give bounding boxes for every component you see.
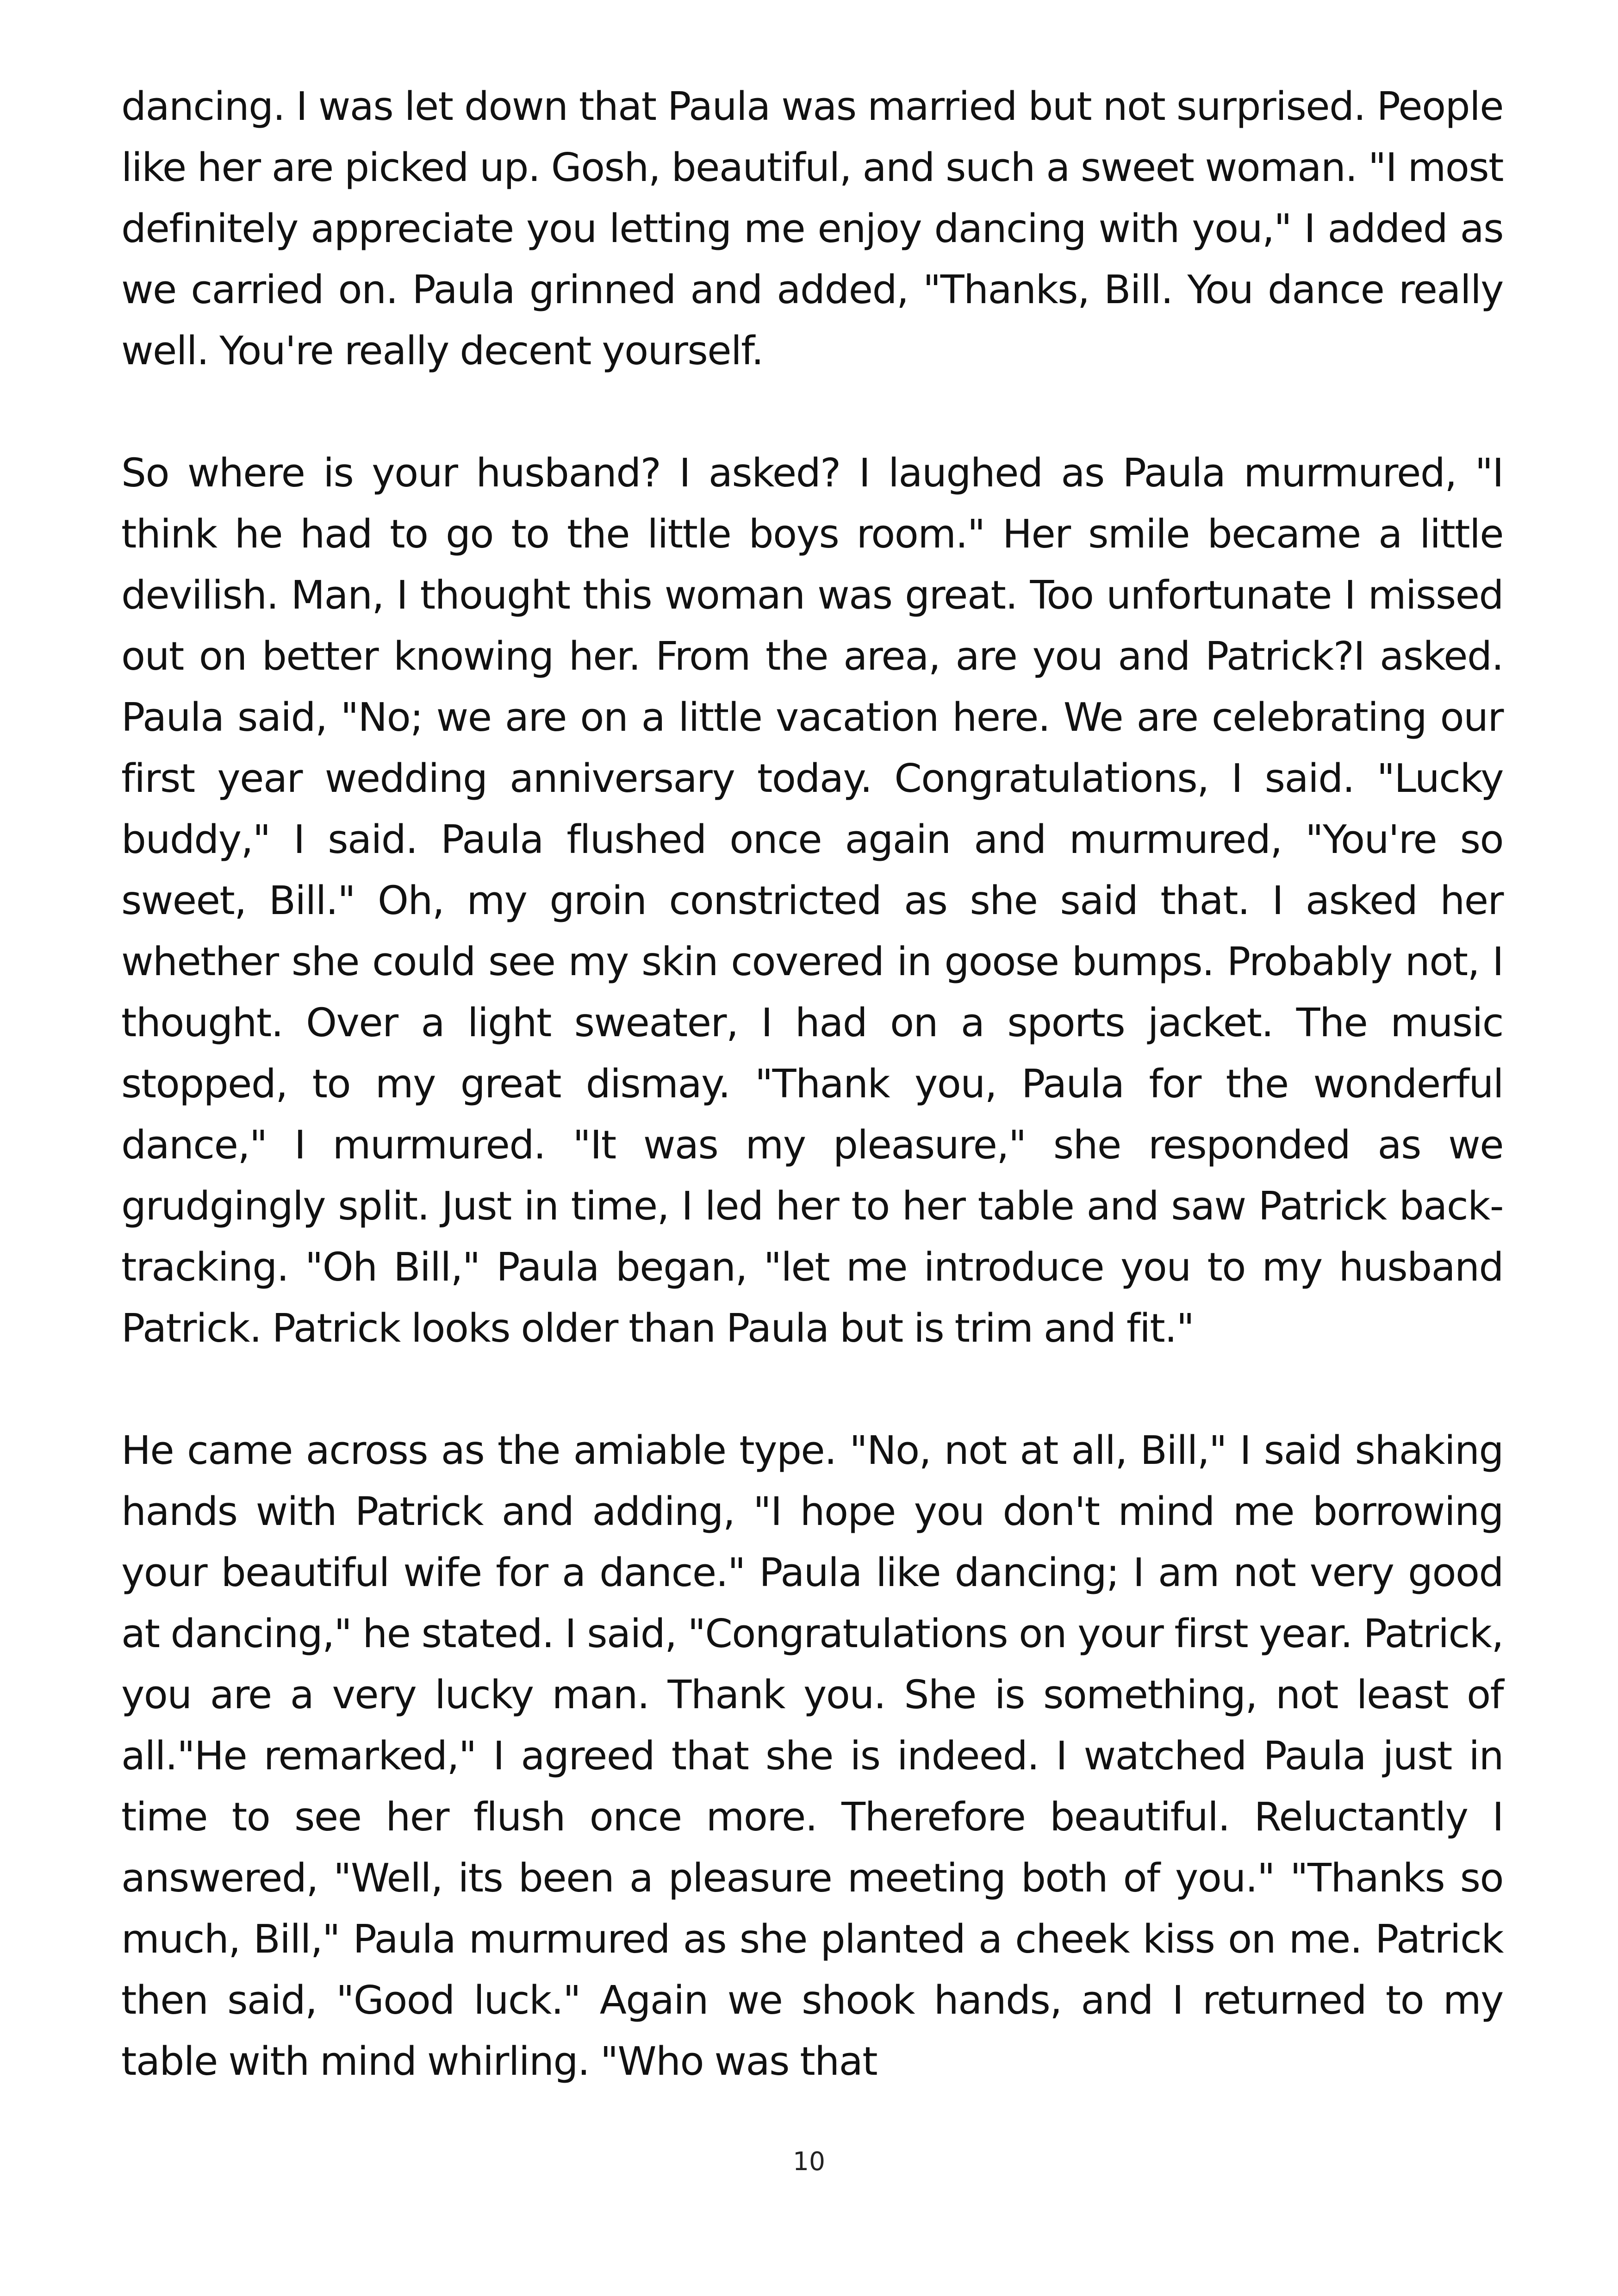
paragraph-2: So where is your husband? I asked? I laughed as Paula murmured, "I think he had to go to the little boys room." Her smile became a little devilish. Man, I thought this woman was great. Too unfortunate I missed out on better knowing her. From the area, are you and Patrick?I asked. Paula said, "No; we are on a little vacation here. We are celebrating our first year wedding anniversary today. Congratulations, I said. "Lucky buddy," I said. Paula flushed once again and murmured, "You're so sweet, Bill." Oh, my groin constricted as she said that. I asked her whether she could see my skin covered in goose bumps. Probably not, I thought. Over a light sweater, I had on a sports jacket. The music stopped, to my great dismay. "Thank you, Paula for the wonderful dance," I murmured. "It was my pleasure," she responded as we grudgingly split. Just in time, I led her to her table and saw Patrick back-tracking. "Oh Bill," Paula began, "let me introduce you to my husband Patrick. Patrick looks older than Paula but is trim and fit." <box>121 450 1503 1351</box>
body-text <box>121 76 1503 2153</box>
page-number: 10 <box>793 2147 825 2176</box>
paragraph-3: He came across as the amiable type. "No, not at all, Bill," I said shaking hands with Patrick and adding, "I hope you don't mind me borrowing your beautiful wife for a dance." Paula like dancing; I am not very good at dancing," he stated. I said, "Congratulations on your first year. Patrick, you are a very lucky man. Thank you. She is something, not least of all."He remarked," I agreed that she is indeed. I watched Paula just in time to see her flush once more. Therefore beautiful. Reluctantly I answered, "Well, its been a pleasure meeting both of you." "Thanks so much, Bill," Paula murmured as she planted a cheek kiss on me. Patrick then said, "Good luck." Again we shook hands, and I returned to my table with mind whirling. "Who was that <box>121 1428 1503 2084</box>
paragraph-1: dancing. I was let down that Paula was married but not surprised. People like her are picked up. Gosh, beautiful, and such a sweet woman. "I most definitely appreciate you letting me enjoy dancing with you," I added as we carried on. Paula grinned and added, "Thanks, Bill. You dance really well. You're really decent yourself. <box>121 84 1503 374</box>
